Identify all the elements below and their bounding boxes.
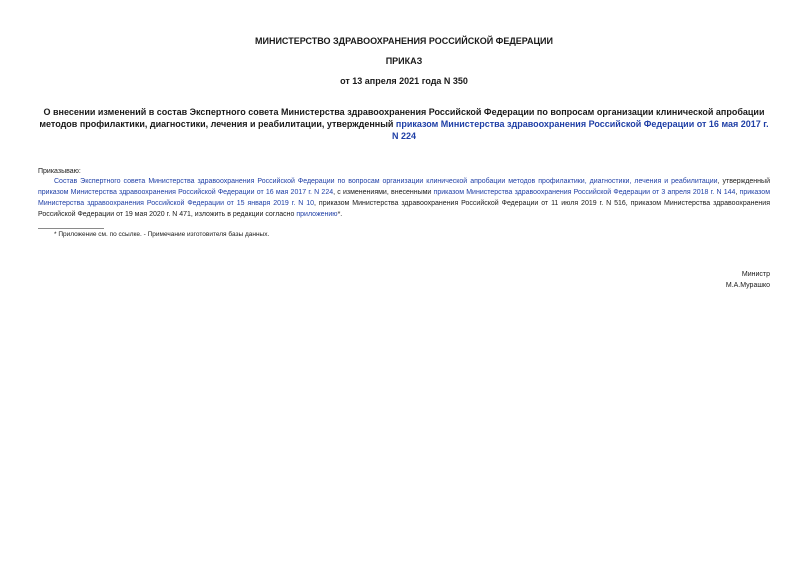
document-title [38,106,770,142]
council-composition-link[interactable]: Состав Экспертного совета Министерства здравоохранения Российской Федерации по вопросам организации клинической апробации методов профилактики, диагностики, лечения и реабилитации [54,178,718,185]
intro-text: Приказываю: [38,168,81,175]
document-type-heading: ПРИКАЗ [385,56,423,66]
body-text-3: , [735,189,740,196]
order-144-link[interactable]: приказом Министерства здравоохранения Российской Федерации от 3 апреля 2018 г. N 144 [433,189,736,196]
ministry-heading: МИНИСТЕРСТВО ЗДРАВООХРАНЕНИЯ РОССИЙСКОЙ ФЕДЕРАЦИИ [255,36,553,46]
body-text-2: , с изменениями, внесенными [333,189,434,196]
document-page [38,0,770,571]
body-text-4: , приказом Министерства здравоохранения Российской Федерации от 11 июля 2019 г. N 516, приказом Министерства здравоохранения Российской Федерации от 19 мая 2020 г. N 471, изложить в редакции согласно [38,200,770,218]
body-text-5: *. [337,211,343,218]
body-text-1: , утвержденный [717,178,770,185]
body-paragraph [38,176,770,220]
signature-block [726,269,770,291]
title-text: О внесении изменений в состав Экспертного совета Министерства здравоохранения Российской Федерации по вопросам организации клинической апробации методов профилактики, диагностики, лечения и реабилитации, утвержденный [39,107,765,129]
title-order-link[interactable]: приказом Министерства здравоохранения Российской Федерации от 16 мая 2017 г. N 224 [391,119,769,141]
footnote: * Приложение см. по ссылке. - Примечание изготовителя базы данных. [54,231,270,238]
order-date-number: от 13 апреля 2021 года N 350 [340,76,468,86]
appendix-link[interactable]: приложению [296,211,338,218]
order-224-link[interactable]: приказом Министерства здравоохранения Российской Федерации от 16 мая 2017 г. N 224 [38,189,334,196]
signatory-name: М.А.Мурашко [725,282,770,289]
signatory-position: Министр [741,271,770,278]
order-10-link[interactable]: приказом Министерства здравоохранения Российской Федерации от 15 января 2019 г. N 10 [38,189,771,207]
footnote-divider [38,228,104,229]
